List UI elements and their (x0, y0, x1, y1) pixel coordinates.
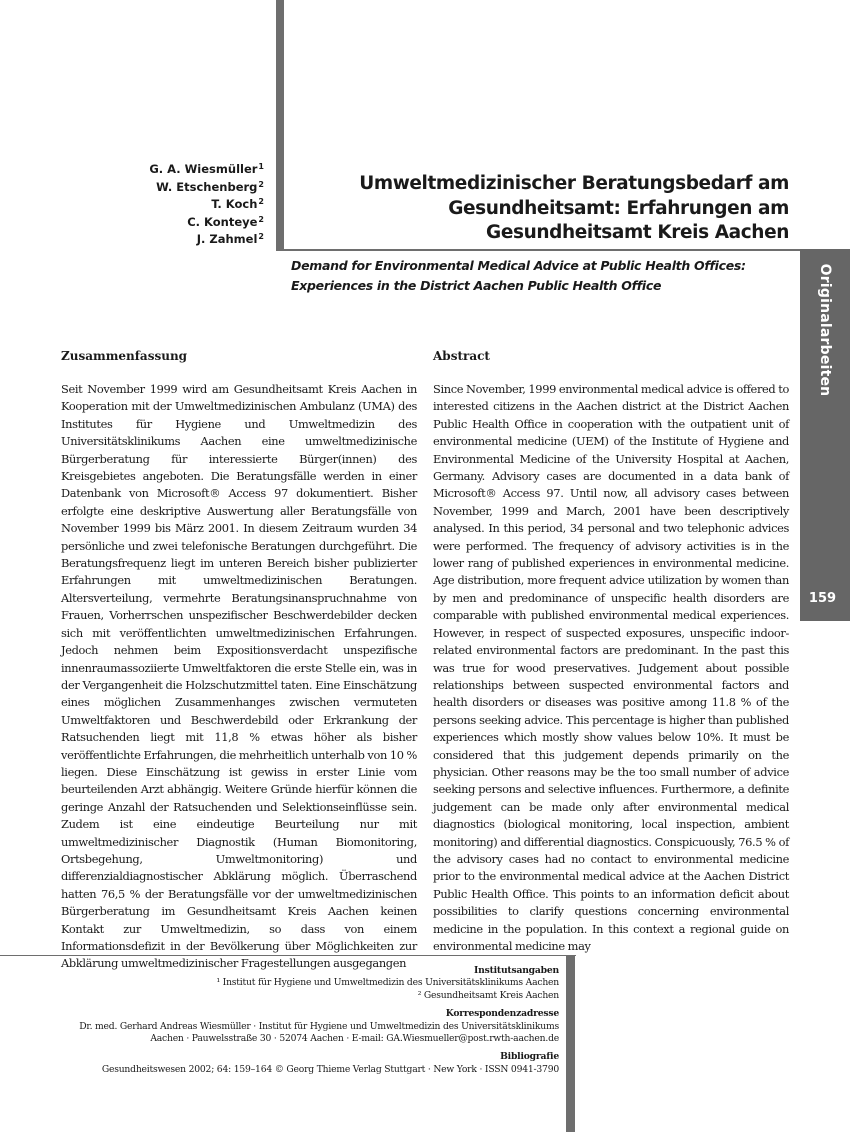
bottom-vertical-bar (566, 955, 575, 1132)
author: T. Koch$^2$ (211, 197, 264, 211)
article-title: Umweltmedizinischer Beratungsbedarf am Gesundheitsamt: Erfahrungen am Gesundheitsamt Kreis Aachen (359, 173, 789, 243)
korrespondenz-heading: Korrespondenzadresse (445, 1008, 559, 1020)
abstract-text: Since November, 1999 environmental medical advice is offered to interested citizens in the Aachen district at the District Aachen Public Health Office in cooperation with the outpatient unit of environmental medicine (UEM) of the Institute of Hygiene and Environmental Medicine of the University Hospital at Aachen, Germany. Advisory cases are documented in a data bank of Microsoft® Access 97. Until now, all advisory cases between November, 1999 and March, 2001 have been descriptively analysed. In this period, 34 personal and two telephonic advices were performed. The frequency of advisory activities is in the lower rang of published experiences in environmental medicine. Age distribution, more frequent advice utilization by women than by men and predominance of unspecific health disorders are comparable with published environmental medical experiences. However, in respect of suspected exposures, unspecific indoor-related environmental factors are predominant. In the past this was true for wood preservatives. Judgement about possible relationships between suspected environmental factors and health disorders or diseases was positive among 11.8 % of the persons seeking advice. This percentage is higher than published experiences which mostly show values below 10%. It must be considered that this judgement depends primarily on the physician. Other reasons may be the too small number of advice seeking persons and selective influences. Furthermore, a definite judgement can be made only after environmental medical diagnostics (biological monitoring, local inspection, ambient monitoring) and differential diagnostics. Conspicuously, 76.5 % of the advisory cases had no contact to environmental medicine prior to the environmental medical advice at the Aachen District Public Health Office. This points to an information deficit about possibilities to clarify questions concerning environmental medicine in the population. In this context a regional guide on environmental medicine may (433, 382, 789, 953)
footer-rule (0, 955, 576, 956)
institut-line: ¹ Institut für Hygiene und Umweltmedizin des Universitätsklinikums Aachen (216, 977, 559, 989)
korrespondenz-line: Aachen · Pauwelsstraße 30 · 52074 Aachen · E-mail: GA.Wiesmueller@post.rwth-aachen.de (150, 1033, 559, 1045)
page-number: 159 (808, 591, 837, 606)
author: G. A. Wiesmüller$^1$ (149, 162, 264, 176)
zusammenfassung-heading: Zusammenfassung (61, 349, 188, 363)
title-rule (276, 249, 800, 251)
korrespondenz-line: Dr. med. Gerhard Andreas Wiesmüller · Institut für Hygiene und Umweltmedizin des Universitätsklinikums (79, 1020, 559, 1032)
author: C. Konteye$^2$ (187, 214, 264, 229)
article-title-english: Demand for Environmental Medical Advice at Public Health Offices: Experiences in the District Aachen Public Health Office (291, 258, 746, 293)
author: W. Etschenberg$^2$ (156, 179, 264, 194)
author: J. Zahmel$^2$ (196, 232, 264, 246)
bibliografie-heading: Bibliografie (500, 1051, 559, 1063)
top-vertical-bar (276, 0, 284, 251)
institut-heading: Institutsangaben (474, 965, 559, 976)
bibliografie-line: Gesundheitswesen 2002; 64: 159–164 © Georg Thieme Verlag Stuttgart · New York · ISSN 0941-3790 (101, 1063, 559, 1075)
section-label: Originalarbeiten (817, 263, 833, 397)
article-footer (40, 965, 559, 1076)
author-list (60, 161, 264, 249)
abstract-column (433, 348, 789, 953)
zusammenfassung-text: Seit November 1999 wird am Gesundheitsamt Kreis Aachen in Kooperation mit der Umweltmedizinischen Ambulanz (UMA) des Institutes für Hygiene und Umweltmedizin des Universitätsklinikums Aachen eine umweltmedizinische Bürgerberatung für interessierte Bürger(innen) des Kreisgebietes angeboten. Die Beratungsfälle werden in einer Datenbank von Microsoft® Access 97 dokumentiert. Bisher erfolgte eine deskriptive Auswertung aller Beratungsfälle von November 1999 bis März 2001. In diesem Zeitraum wurden 34 persönliche und zwei telefonische Beratungen durchgeführt. Die Beratungsfrequenz liegt im unteren Bereich bisher publizierter Erfahrungen mit umweltmedizinischen Beratungen. Altersverteilung, vermehrte Beratungsinanspruchnahme von Frauen, Vorherrschen unspezifischer Beschwerdebilder decken sich mit veröffentlichten umweltmedizinischen Erfahrungen. Jedoch nehmen beim Expositionsverdacht unspezifische innenraumassoziierte Umweltfaktoren die erste Stelle ein, was in der Vergangenheit die Holzschutzmittel taten. Eine Einschätzung eines möglichen Zusammenhanges zwischen vermuteten Umweltfaktoren und Beschwerdebild oder Erkrankung der Ratsuchenden liegt mit 11,8 % etwas höher als bisher veröffentlichte Erfahrungen, die mehrheitlich unterhalb von 10 % liegen. Diese Einschätzung ist gewiss in erster Linie vom beurteilenden Arzt abhängig. Weitere Gründe hierfür können die geringe Anzahl der Ratsuchenden und Selektionseinflüsse sein. Zudem ist eine eindeutige Beurteilung nur mit umweltmedizinischer Diagnostik (Human Biomonitoring, Ortsbegehung, Umweltmonitoring) und differenzialdiagnostischer Abklärung möglich. Überraschend hatten 76,5 % der Beratungsfälle vor der umweltmedizinischen Bürgerberatung im Gesundheitsamt Kreis Aachen keinen Kontakt zur Umweltmedizin, so dass von einem Informationsdefizit in der Bevölkerung über Möglichkeiten zur Abklärung umweltmedizinischer Fragestellungen ausgegangen (61, 382, 417, 971)
institut-line: ² Gesundheitsamt Kreis Aachen (417, 989, 559, 1001)
zusammenfassung-column (61, 348, 417, 971)
abstract-heading: Abstract (433, 349, 490, 363)
